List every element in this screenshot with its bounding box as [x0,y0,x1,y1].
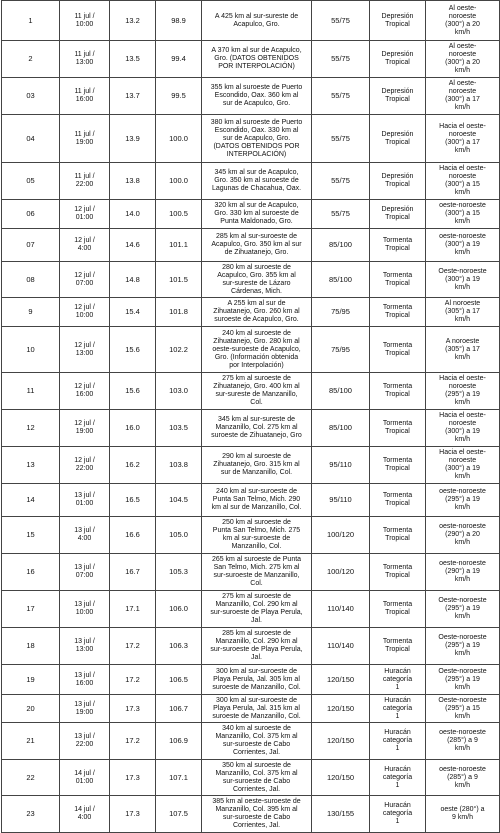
wind-speed-cell: 75/95 [312,298,370,327]
movement-cell: oeste-noroeste (300°) a 15 km/h [426,200,500,229]
table-row [2,447,500,484]
movement-cell: Al oeste- noroeste (300°) a 17 km/h [426,78,500,115]
category-cell: Huracán categoría 1 [370,796,426,833]
location-description-cell: 320 km al sur de Acapulco, Gro. 330 km al suroeste de Punta Maldonado, Gro. [202,200,312,229]
date-time-cell: 13 jul / 01:00 [60,484,110,517]
table-row [2,554,500,591]
longitude-cell: 107.5 [156,796,202,833]
date-time-cell: 12 jul / 4:00 [60,229,110,262]
location-description-cell: 350 km al suroeste de Manzanillo, Col. 375 km al sur-suroeste de Cabo Corrientes, Jal. [202,760,312,796]
latitude-cell: 16.6 [110,517,156,554]
category-cell: Tormenta Tropical [370,298,426,327]
wind-speed-cell: 110/140 [312,591,370,628]
longitude-cell: 106.5 [156,665,202,695]
latitude-cell: 17.3 [110,760,156,796]
wind-speed-cell: 55/75 [312,41,370,78]
table-row [2,591,500,628]
category-cell: Tormenta Tropical [370,327,426,373]
advisory-number-cell: 04 [2,115,60,163]
latitude-cell: 16.0 [110,410,156,447]
wind-speed-cell: 100/120 [312,554,370,591]
date-time-cell: 13 jul / 16:00 [60,665,110,695]
latitude-cell: 14.8 [110,262,156,298]
movement-cell: oeste-noroeste (295°) a 19 km/h [426,484,500,517]
wind-speed-cell: 55/75 [312,163,370,200]
latitude-cell: 15.4 [110,298,156,327]
latitude-cell: 17.2 [110,665,156,695]
location-description-cell: 300 km al sur-suroeste de Playa Perula, Jal. 305 km al suroeste de Manzanillo, Col. [202,665,312,695]
date-time-cell: 13 jul / 13:00 [60,628,110,665]
storm-advisory-table [1,0,500,833]
table-row [2,373,500,410]
longitude-cell: 98.9 [156,1,202,41]
date-time-cell: 12 jul / 01:00 [60,200,110,229]
table-row [2,115,500,163]
category-cell: Tormenta Tropical [370,262,426,298]
longitude-cell: 103.0 [156,373,202,410]
table-row [2,517,500,554]
table-row [2,78,500,115]
location-description-cell: 345 km al sur-sureste de Manzanillo, Col. 275 km al suroeste de Zihuatanejo, Gro [202,410,312,447]
category-cell: Tormenta Tropical [370,517,426,554]
category-cell: Tormenta Tropical [370,484,426,517]
date-time-cell: 12 jul / 19:00 [60,410,110,447]
category-cell: Huracán categoría 1 [370,665,426,695]
advisory-number-cell: 08 [2,262,60,298]
wind-speed-cell: 130/155 [312,796,370,833]
wind-speed-cell: 95/110 [312,447,370,484]
advisory-number-cell: 9 [2,298,60,327]
date-time-cell: 12 jul / 10:00 [60,298,110,327]
location-description-cell: 300 km al sur-suroeste de Playa Perula, Jal. 315 km al suroeste de Manzanillo, Col. [202,695,312,723]
movement-cell: Hacia el oeste- noroeste (300°) a 17 km/h [426,115,500,163]
longitude-cell: 100.5 [156,200,202,229]
movement-cell: Oeste-noroeste (295°) a 19 km/h [426,591,500,628]
longitude-cell: 105.3 [156,554,202,591]
longitude-cell: 100.0 [156,163,202,200]
location-description-cell: 265 km al suroeste de Punta San Telmo, Mich. 275 km al sur-suroeste de Manzanillo, Col. [202,554,312,591]
latitude-cell: 13.2 [110,1,156,41]
date-time-cell: 12 jul / 22:00 [60,447,110,484]
date-time-cell: 11 jul / 10:00 [60,1,110,41]
advisory-number-cell: 11 [2,373,60,410]
latitude-cell: 15.6 [110,327,156,373]
category-cell: Tormenta Tropical [370,410,426,447]
latitude-cell: 17.1 [110,591,156,628]
latitude-cell: 16.7 [110,554,156,591]
table-row [2,723,500,760]
category-cell: Tormenta Tropical [370,628,426,665]
movement-cell: oeste (280°) a 9 km/h [426,796,500,833]
table-row [2,628,500,665]
wind-speed-cell: 75/95 [312,327,370,373]
movement-cell: Oeste-noroeste (295°) a 15 km/h [426,695,500,723]
advisory-number-cell: 19 [2,665,60,695]
date-time-cell: 12 jul / 07:00 [60,262,110,298]
location-description-cell: 240 km al sur-suroeste de Punta San Telmo, Mich. 290 km al sur de Manzanillo, Col. [202,484,312,517]
category-cell: Tormenta Tropical [370,373,426,410]
wind-speed-cell: 100/120 [312,517,370,554]
location-description-cell: 285 km al sur-suroeste de Acapulco, Gro. 350 km al sur de Zihuatanejo, Gro. [202,229,312,262]
location-description-cell: 275 km al suroeste de Zihuatanejo, Gro. 400 km al sur-sureste de Manzanillo, Col. [202,373,312,410]
longitude-cell: 99.5 [156,78,202,115]
category-cell: Huracán categoría 1 [370,723,426,760]
advisory-number-cell: 17 [2,591,60,628]
latitude-cell: 16.2 [110,447,156,484]
location-description-cell: 345 km al sur de Acapulco, Gro. 350 km al suroeste de Lagunas de Chacahua, Oax. [202,163,312,200]
table-row [2,229,500,262]
category-cell: Tormenta Tropical [370,447,426,484]
wind-speed-cell: 110/140 [312,628,370,665]
longitude-cell: 104.5 [156,484,202,517]
date-time-cell: 12 jul / 16:00 [60,373,110,410]
category-cell: Tormenta Tropical [370,554,426,591]
table-row [2,41,500,78]
location-description-cell: A 370 km al sur de Acapulco, Gro. (DATOS OBTENIDOS POR INTERPOLACIÓN) [202,41,312,78]
longitude-cell: 99.4 [156,41,202,78]
advisory-number-cell: 13 [2,447,60,484]
date-time-cell: 13 jul / 07:00 [60,554,110,591]
longitude-cell: 101.1 [156,229,202,262]
latitude-cell: 13.5 [110,41,156,78]
movement-cell: Oeste-noroeste (300°) a 19 km/h [426,262,500,298]
movement-cell: Hacia el oeste- noroeste (295°) a 19 km/h [426,373,500,410]
location-description-cell: 290 km al suroeste de Zihuatanejo, Gro. 315 km al sur de Manzanillo, Col. [202,447,312,484]
location-description-cell: 385 km al oeste-suroeste de Manzanillo, Col. 395 km al sur-suroeste de Cabo Corrientes, Jal. [202,796,312,833]
date-time-cell: 14 jul / 4:00 [60,796,110,833]
advisory-number-cell: 22 [2,760,60,796]
advisory-number-cell: 12 [2,410,60,447]
longitude-cell: 100.0 [156,115,202,163]
wind-speed-cell: 85/100 [312,262,370,298]
table-row [2,665,500,695]
advisory-number-cell: 15 [2,517,60,554]
date-time-cell: 13 jul / 10:00 [60,591,110,628]
location-description-cell: 340 km al suroeste de Manzanillo, Col. 375 km al sur-suroeste de Cabo Corrientes, Jal. [202,723,312,760]
movement-cell: A noroeste (305°) a 17 km/h [426,327,500,373]
latitude-cell: 13.9 [110,115,156,163]
longitude-cell: 101.8 [156,298,202,327]
latitude-cell: 13.8 [110,163,156,200]
location-description-cell: 250 km al suroeste de Punta San Telmo, Mich. 275 km al sur-suroeste de Manzanillo, Col. [202,517,312,554]
advisory-number-cell: 03 [2,78,60,115]
table-row [2,327,500,373]
latitude-cell: 16.5 [110,484,156,517]
table-row [2,796,500,833]
category-cell: Huracán categoría 1 [370,760,426,796]
longitude-cell: 105.0 [156,517,202,554]
category-cell: Depresión Tropical [370,200,426,229]
location-description-cell: 240 km al suroeste de Zihuatanejo, Gro. 280 km al oeste-suroeste de Acapulco, Gro. (Información obtenida por Interpolación) [202,327,312,373]
location-description-cell: 280 km al suroeste de Acapulco, Gro. 355 km al sur-sureste de Lázaro Cárdenas, Mich. [202,262,312,298]
table-row [2,200,500,229]
movement-cell: Al noroeste (305°) a 17 km/h [426,298,500,327]
category-cell: Tormenta Tropical [370,229,426,262]
advisory-number-cell: 06 [2,200,60,229]
latitude-cell: 17.2 [110,628,156,665]
advisory-number-cell: 23 [2,796,60,833]
movement-cell: Oeste-noroeste (295°) a 19 km/h [426,628,500,665]
wind-speed-cell: 55/75 [312,78,370,115]
longitude-cell: 107.1 [156,760,202,796]
longitude-cell: 106.0 [156,591,202,628]
wind-speed-cell: 55/75 [312,1,370,41]
location-description-cell: 380 km al suroeste de Puerto Escondido, Oax. 330 km al sur de Acapulco, Gro. (DATOS OBTENIDOS POR INTERPOLACIÓN) [202,115,312,163]
wind-speed-cell: 85/100 [312,410,370,447]
movement-cell: oeste-noroeste (285°) a 9 km/h [426,723,500,760]
advisory-number-cell: 05 [2,163,60,200]
table-row [2,695,500,723]
movement-cell: oeste-noroeste (285°) a 9 km/h [426,760,500,796]
movement-cell: Al oeste- noroeste (300°) a 20 km/h [426,1,500,41]
wind-speed-cell: 95/110 [312,484,370,517]
advisory-number-cell: 07 [2,229,60,262]
date-time-cell: 11 jul / 22:00 [60,163,110,200]
longitude-cell: 106.3 [156,628,202,665]
date-time-cell: 11 jul / 19:00 [60,115,110,163]
table-row [2,760,500,796]
wind-speed-cell: 120/150 [312,695,370,723]
advisory-number-cell: 2 [2,41,60,78]
wind-speed-cell: 120/150 [312,760,370,796]
category-cell: Depresión Tropical [370,41,426,78]
latitude-cell: 17.3 [110,695,156,723]
table-row [2,484,500,517]
wind-speed-cell: 120/150 [312,723,370,760]
advisory-number-cell: 21 [2,723,60,760]
advisory-number-cell: 16 [2,554,60,591]
location-description-cell: 355 km al suroeste de Puerto Escondido, Oax. 360 km al sur de Acapulco, Gro. [202,78,312,115]
wind-speed-cell: 120/150 [312,665,370,695]
advisory-number-cell: 20 [2,695,60,723]
advisory-number-cell: 1 [2,1,60,41]
wind-speed-cell: 55/75 [312,115,370,163]
longitude-cell: 103.8 [156,447,202,484]
advisory-number-cell: 14 [2,484,60,517]
date-time-cell: 13 jul / 19:00 [60,695,110,723]
category-cell: Huracán categoría 1 [370,695,426,723]
category-cell: Depresión Tropical [370,115,426,163]
movement-cell: oeste-noroeste (290°) a 20 km/h [426,517,500,554]
location-description-cell: A 425 km al sur-sureste de Acapulco, Gro. [202,1,312,41]
date-time-cell: 13 jul / 22:00 [60,723,110,760]
advisory-number-cell: 18 [2,628,60,665]
movement-cell: Hacia el oeste- noroeste (300°) a 19 km/h [426,410,500,447]
table-row [2,298,500,327]
wind-speed-cell: 85/100 [312,229,370,262]
location-description-cell: 275 km al suroeste de Manzanillo, Col. 290 km al sur-suroeste de Playa Perula, Jal. [202,591,312,628]
movement-cell: Al oeste- noroeste (300°) a 20 km/h [426,41,500,78]
table-body [2,1,500,833]
latitude-cell: 15.6 [110,373,156,410]
wind-speed-cell: 85/100 [312,373,370,410]
latitude-cell: 14.6 [110,229,156,262]
date-time-cell: 14 jul / 01:00 [60,760,110,796]
date-time-cell: 12 jul / 13:00 [60,327,110,373]
movement-cell: Hacia el oeste- noroeste (300°) a 15 km/h [426,163,500,200]
category-cell: Depresión Tropical [370,1,426,41]
location-description-cell: A 255 km al sur de Zihuatanejo, Gro. 260 km al suroeste de Acapulco, Gro. [202,298,312,327]
date-time-cell: 11 jul / 13:00 [60,41,110,78]
date-time-cell: 13 jul / 4:00 [60,517,110,554]
category-cell: Depresión Tropical [370,163,426,200]
latitude-cell: 13.7 [110,78,156,115]
table-row [2,410,500,447]
longitude-cell: 106.9 [156,723,202,760]
category-cell: Depresión Tropical [370,78,426,115]
table-row [2,262,500,298]
latitude-cell: 17.3 [110,796,156,833]
category-cell: Tormenta Tropical [370,591,426,628]
longitude-cell: 102.2 [156,327,202,373]
longitude-cell: 106.7 [156,695,202,723]
latitude-cell: 14.0 [110,200,156,229]
movement-cell: Oeste-noroeste (295°) a 19 km/h [426,665,500,695]
table-row [2,1,500,41]
movement-cell: Hacia el oeste- noroeste (300°) a 19 km/h [426,447,500,484]
longitude-cell: 103.5 [156,410,202,447]
table-row [2,163,500,200]
latitude-cell: 17.2 [110,723,156,760]
longitude-cell: 101.5 [156,262,202,298]
movement-cell: oeste-noroeste (300°) a 19 km/h [426,229,500,262]
movement-cell: oeste-noroeste (290°) a 19 km/h [426,554,500,591]
date-time-cell: 11 jul / 16:00 [60,78,110,115]
location-description-cell: 285 km al suroeste de Manzanillo, Col. 290 km al sur-suroeste de Playa Perula, Jal. [202,628,312,665]
advisory-number-cell: 10 [2,327,60,373]
wind-speed-cell: 55/75 [312,200,370,229]
